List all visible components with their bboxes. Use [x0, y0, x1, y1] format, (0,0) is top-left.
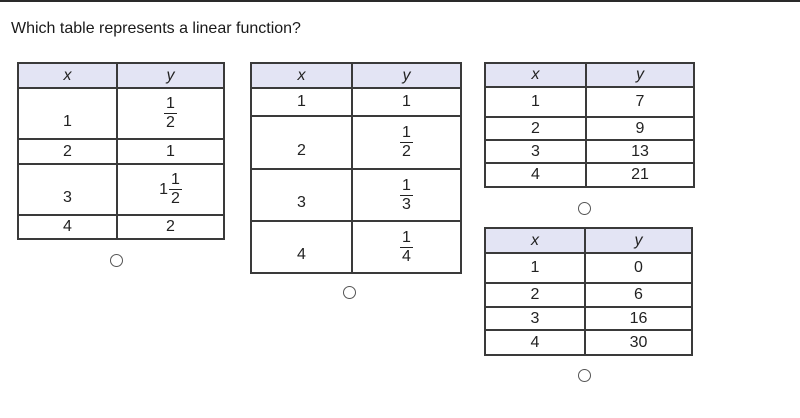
fraction [169, 172, 182, 207]
cell-y [352, 169, 461, 221]
cell-y: 16 [585, 307, 692, 330]
cell-x: 4 [485, 330, 585, 355]
cell-x [251, 169, 352, 221]
table-header-row [485, 228, 692, 253]
table-option-3 [484, 62, 695, 188]
table-option-2 [250, 62, 462, 274]
mixed-number-whole: 1 [159, 180, 168, 198]
table-row [485, 307, 692, 330]
cell-x-value: 1 [63, 112, 72, 130]
radio-option-2[interactable] [343, 286, 356, 299]
header-y: y [585, 228, 692, 253]
radio-option-3[interactable] [578, 202, 591, 215]
cell-x: 4 [485, 163, 586, 187]
cell-y: 21 [586, 163, 694, 187]
fraction-numerator: 1 [402, 228, 411, 246]
question-text: Which table represents a linear function? [11, 20, 301, 37]
table-row [251, 169, 461, 221]
fraction [400, 125, 413, 160]
table-row [18, 215, 224, 239]
header-x: x [485, 228, 585, 253]
cell-y: 9 [586, 117, 694, 140]
cell-x: 3 [485, 307, 585, 330]
fraction [400, 230, 413, 265]
table-option-1 [17, 62, 225, 240]
table-row [485, 117, 694, 140]
cell-x [251, 221, 352, 273]
table-row [485, 87, 694, 117]
cell-x [18, 88, 117, 139]
table-row [251, 116, 461, 169]
cell-x: 1 [251, 88, 352, 116]
cell-x: 3 [485, 140, 586, 163]
radio-option-1[interactable] [110, 254, 123, 267]
cell-y: 30 [585, 330, 692, 355]
table-option-4 [484, 227, 693, 356]
cell-x-value: 4 [297, 246, 306, 263]
table-row [485, 163, 694, 187]
table-row [18, 88, 224, 139]
header-x: x [251, 63, 352, 88]
fraction-denominator: 2 [402, 143, 411, 160]
fraction [164, 96, 177, 131]
cell-y: 2 [117, 215, 224, 239]
cell-y [117, 164, 224, 215]
radio-option-4[interactable] [578, 369, 591, 382]
fraction-numerator: 1 [166, 95, 175, 112]
table-row [251, 221, 461, 273]
table-row [18, 164, 224, 215]
fraction-denominator: 3 [402, 195, 411, 213]
table-row [485, 253, 692, 283]
cell-x [18, 164, 117, 215]
fraction-numerator: 1 [402, 124, 411, 141]
cell-y: 13 [586, 140, 694, 163]
cell-x [251, 116, 352, 169]
table-row [251, 88, 461, 116]
table-row [18, 139, 224, 164]
header-y: y [586, 63, 694, 87]
cell-y: 7 [586, 87, 694, 117]
cell-x: 2 [485, 117, 586, 140]
cell-x: 2 [18, 139, 117, 164]
header-x: x [18, 63, 117, 88]
header-y: y [117, 63, 224, 88]
table-header-row [251, 63, 461, 88]
cell-x: 2 [485, 283, 585, 307]
cell-y: 1 [117, 139, 224, 164]
table-header-row [18, 63, 224, 88]
table-row [485, 140, 694, 163]
table-row [485, 283, 692, 307]
table-header-row [485, 63, 694, 87]
cell-y: 0 [585, 253, 692, 283]
fraction-numerator: 1 [171, 171, 180, 188]
cell-x: 1 [485, 87, 586, 117]
cell-y [117, 88, 224, 139]
fraction [400, 178, 413, 213]
cell-y: 1 [352, 88, 461, 116]
cell-x-value: 2 [297, 141, 306, 159]
cell-x: 1 [485, 253, 585, 283]
table-row [485, 330, 692, 355]
cell-y [352, 116, 461, 169]
fraction-numerator: 1 [402, 176, 411, 194]
cell-x-value: 3 [297, 194, 306, 211]
fraction-denominator: 2 [166, 114, 175, 131]
cell-y: 6 [585, 283, 692, 307]
fraction-denominator: 4 [402, 247, 411, 265]
top-border [0, 0, 800, 2]
cell-x-value: 3 [63, 188, 72, 206]
cell-y [352, 221, 461, 273]
fraction-denominator: 2 [171, 190, 180, 207]
cell-x: 4 [18, 215, 117, 239]
header-y: y [352, 63, 461, 88]
header-x: x [485, 63, 586, 87]
